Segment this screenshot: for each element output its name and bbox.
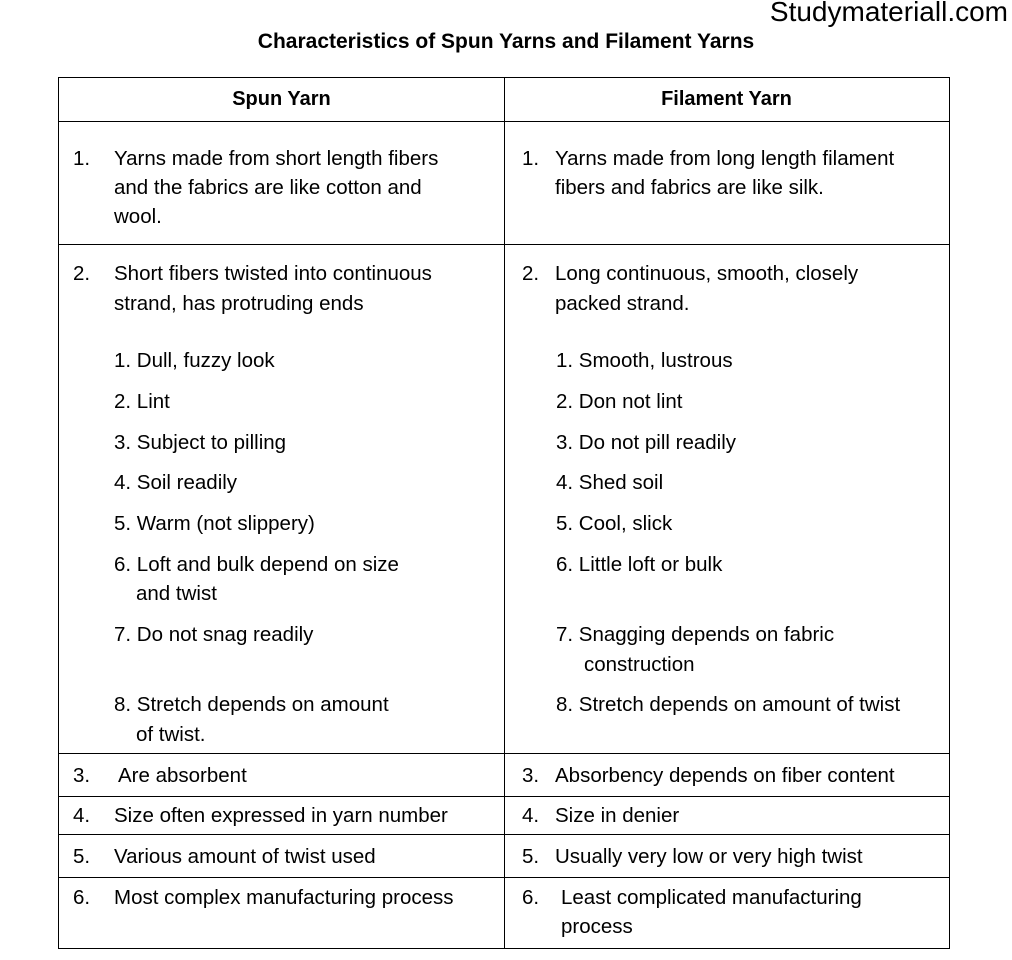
spun-text: Various amount of twist used <box>114 845 376 868</box>
row-number: 5. <box>73 845 91 868</box>
row-number: 4. <box>522 804 540 827</box>
filament-property: 8. Stretch depends on amount of twist <box>556 693 901 716</box>
spun-property: 4. Soil readily <box>114 471 238 494</box>
row-divider <box>59 877 949 878</box>
row-number: 5. <box>522 845 540 868</box>
row-divider <box>59 121 949 122</box>
filament-text: Least complicated manufacturing <box>561 886 862 909</box>
spun-property: 6. Loft and bulk depend on size <box>114 553 399 576</box>
spun-text: Are absorbent <box>118 764 247 787</box>
row-divider <box>59 244 949 245</box>
spun-text: Yarns made from short length fibers <box>114 147 439 170</box>
row-number: 2. <box>522 262 540 285</box>
filament-text: Size in denier <box>555 804 680 827</box>
spun-text: Size often expressed in yarn number <box>114 804 448 827</box>
filament-property: 3. Do not pill readily <box>556 431 737 454</box>
column-divider <box>504 78 505 948</box>
row-divider <box>59 796 949 797</box>
spun-text: Short fibers twisted into continuous <box>114 262 432 285</box>
spun-property: 2. Lint <box>114 390 170 413</box>
row-number: 6. <box>73 886 91 909</box>
filament-property: 7. Snagging depends on fabric <box>556 623 835 646</box>
row-number: 6. <box>522 886 540 909</box>
spun-text: and the fabrics are like cotton and <box>114 176 422 199</box>
filament-property: 4. Shed soil <box>556 471 664 494</box>
row-number: 2. <box>73 262 91 285</box>
row-divider <box>59 834 949 835</box>
spun-property: 3. Subject to pilling <box>114 431 287 454</box>
row-number: 3. <box>522 764 540 787</box>
filament-text: packed strand. <box>555 292 690 315</box>
spun-text: Most complex manufacturing process <box>114 886 454 909</box>
row-number: 1. <box>522 147 540 170</box>
page-title: Characteristics of Spun Yarns and Filament Yarns <box>257 30 755 53</box>
filament-text: Long continuous, smooth, closely <box>555 262 859 285</box>
filament-property: 5. Cool, slick <box>556 512 673 535</box>
spun-text: strand, has protruding ends <box>114 292 364 315</box>
filament-text: Yarns made from long length filament <box>555 147 895 170</box>
filament-property: 2. Don not lint <box>556 390 683 413</box>
comparison-table <box>58 77 950 949</box>
filament-text: fibers and fabrics are like silk. <box>555 176 824 199</box>
filament-text: Usually very low or very high twist <box>555 845 863 868</box>
watermark: Studymateriall.com <box>769 0 1008 27</box>
row-number: 1. <box>73 147 91 170</box>
spun-property: 8. Stretch depends on amount <box>114 693 389 716</box>
spun-property: 7. Do not snag readily <box>114 623 314 646</box>
spun-property: 5. Warm (not slippery) <box>114 512 315 535</box>
header-spun-yarn: Spun Yarn <box>232 88 331 110</box>
header-filament-yarn: Filament Yarn <box>661 88 792 110</box>
filament-property: 1. Smooth, lustrous <box>556 349 733 372</box>
spun-property: 1. Dull, fuzzy look <box>114 349 275 372</box>
filament-property: 6. Little loft or bulk <box>556 553 723 576</box>
filament-property: construction <box>584 653 695 676</box>
filament-text: process <box>561 915 633 938</box>
filament-text: Absorbency depends on fiber content <box>555 764 895 787</box>
spun-property: of twist. <box>136 723 206 746</box>
row-number: 4. <box>73 804 91 827</box>
spun-text: wool. <box>114 205 162 228</box>
spun-property: and twist <box>136 582 217 605</box>
row-divider <box>59 753 949 754</box>
row-number: 3. <box>73 764 91 787</box>
